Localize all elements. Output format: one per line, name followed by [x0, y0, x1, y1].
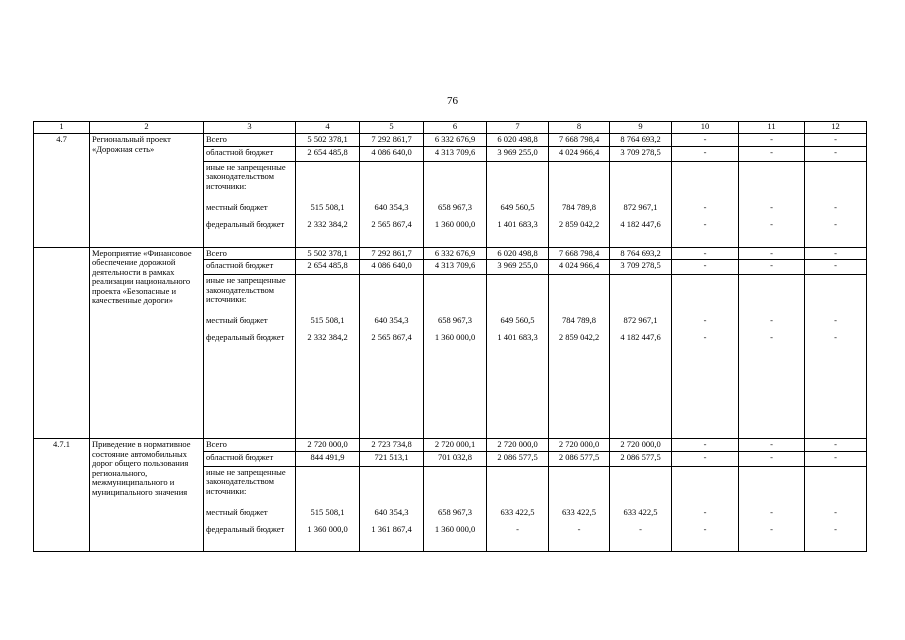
source-label: областной бюджет — [204, 146, 296, 161]
federal-budget-label: федеральный бюджет — [206, 332, 285, 342]
value-cell: - — [739, 451, 805, 466]
header-cell: 5 — [360, 122, 424, 134]
value-cell: - — [805, 439, 867, 452]
spacer — [612, 276, 669, 316]
budget-table — [33, 121, 867, 552]
spacer — [674, 468, 736, 508]
spacer — [807, 163, 864, 203]
value-cell — [360, 275, 424, 439]
federal-budget-value: 4 182 447,6 — [620, 332, 661, 342]
value-cell: - — [805, 260, 867, 275]
local-budget-value: 872 967,1 — [623, 315, 658, 325]
federal-budget-label: федеральный бюджет — [206, 218, 285, 229]
header-cell: 2 — [90, 122, 204, 134]
local-budget-value: - — [770, 315, 773, 325]
spacer — [298, 276, 357, 316]
block-row-total — [34, 134, 867, 147]
value-cell: 3 709 278,5 — [610, 260, 672, 275]
value-cell: 4 313 709,6 — [424, 260, 487, 275]
value-cell — [549, 275, 610, 439]
value-cell: - — [672, 247, 739, 260]
value-cell — [487, 275, 549, 439]
value-cell — [549, 161, 610, 247]
value-cell: 8 764 693,2 — [610, 134, 672, 147]
page-number: 76 — [447, 95, 458, 107]
value-cell: 6 020 498,8 — [487, 134, 549, 147]
header-cell: 9 — [610, 122, 672, 134]
value-cell: 4 086 640,0 — [360, 146, 424, 161]
value-cell — [610, 161, 672, 247]
row-number: 4.7.1 — [34, 439, 90, 552]
spacer — [674, 163, 736, 203]
measure-name: Региональный проект «Дорожная сеть» — [90, 134, 204, 248]
spacer — [551, 468, 607, 508]
federal-budget-value: 2 332 384,2 — [307, 332, 348, 342]
measure-name: Мероприятие «Финансовое обеспечение дорожной деятельности в рамках реализации национального проекта «Безопасные и качественные дороги» — [90, 247, 204, 439]
spacer — [298, 163, 357, 203]
value-cell: - — [805, 146, 867, 161]
spacer — [426, 163, 484, 203]
header-cell: 10 — [672, 122, 739, 134]
federal-budget-value: 1 360 000,0 — [434, 218, 476, 229]
value-cell — [296, 161, 360, 247]
local-budget-value: - — [703, 506, 707, 517]
value-cell: 2 720 000,0 — [296, 439, 360, 452]
value-cell: 7 292 861,7 — [360, 247, 424, 260]
value-cell — [805, 275, 867, 439]
local-budget-value: - — [834, 201, 837, 212]
header-cell: 3 — [204, 122, 296, 134]
measure-name: Приведение в нормативное состояние автомобильных дорог общего пользования регионального, межмуниципального и муниципального значения — [90, 439, 204, 552]
value-cell: 2 720 000,0 — [549, 439, 610, 452]
value-cell — [805, 466, 867, 551]
value-cell — [805, 161, 867, 247]
value-cell: - — [739, 146, 805, 161]
value-cell: - — [805, 451, 867, 466]
value-cell: 6 332 676,9 — [424, 247, 487, 260]
value-cell: - — [672, 439, 739, 452]
spacer — [489, 468, 546, 508]
spacer — [674, 276, 736, 316]
local-budget-value: 784 789,8 — [562, 201, 596, 212]
local-budget-value: 658 967,3 — [438, 315, 472, 325]
federal-budget-value: 2 859 042,2 — [558, 332, 600, 342]
value-cell — [424, 466, 487, 551]
federal-budget-value: 2 565 867,4 — [371, 218, 412, 229]
spacer — [426, 468, 484, 508]
value-cell — [672, 161, 739, 247]
value-cell: 5 502 378,1 — [296, 134, 360, 147]
local-budget-value: - — [770, 201, 773, 212]
value-cell: 4 086 640,0 — [360, 260, 424, 275]
federal-budget-value: - — [639, 523, 642, 534]
header-cell: 1 — [34, 122, 90, 134]
value-cell — [549, 466, 610, 551]
federal-budget-value: - — [834, 332, 837, 342]
value-cell — [487, 466, 549, 551]
local-budget-value: - — [834, 315, 837, 325]
source-label: областной бюджет — [204, 260, 296, 275]
local-budget-value: 633 422,5 — [623, 506, 658, 517]
local-budget-value: 872 967,1 — [623, 201, 658, 212]
value-cell: 2 654 485,8 — [296, 260, 360, 275]
local-budget-value: - — [703, 315, 707, 325]
federal-budget-value: - — [577, 523, 581, 534]
value-cell: 2 654 485,8 — [296, 146, 360, 161]
federal-budget-value: 4 182 447,6 — [620, 218, 661, 229]
value-cell — [739, 161, 805, 247]
local-budget-value: 640 354,3 — [374, 201, 409, 212]
spacer — [741, 468, 802, 508]
federal-budget-value: 1 360 000,0 — [307, 523, 348, 534]
row-number — [34, 247, 90, 439]
value-cell: 721 513,1 — [360, 451, 424, 466]
spacer — [426, 276, 484, 316]
value-cell: 2 720 000,0 — [487, 439, 549, 452]
federal-budget-value: - — [770, 523, 773, 534]
value-cell: - — [739, 260, 805, 275]
value-cell: 3 969 255,0 — [487, 260, 549, 275]
spacer — [807, 468, 864, 508]
federal-budget-value: 1 401 683,3 — [497, 332, 538, 342]
federal-budget-value: - — [770, 332, 773, 342]
value-cell — [739, 275, 805, 439]
local-budget-value: 633 422,5 — [500, 506, 535, 517]
value-cell: 4 313 709,6 — [424, 146, 487, 161]
value-cell: 2 086 577,5 — [610, 451, 672, 466]
value-cell — [424, 161, 487, 247]
source-label: Всего — [204, 134, 296, 147]
spacer — [807, 276, 864, 316]
sources-label-cell — [204, 466, 296, 551]
header-cell: 8 — [549, 122, 610, 134]
local-budget-value: 649 560,5 — [500, 201, 535, 212]
federal-budget-value: - — [703, 218, 707, 229]
spacer — [551, 276, 607, 316]
value-cell: 3 969 255,0 — [487, 146, 549, 161]
spacer — [741, 276, 802, 316]
source-label: Всего — [204, 439, 296, 452]
value-cell — [360, 466, 424, 551]
local-budget-label: местный бюджет — [206, 506, 268, 517]
spacer — [362, 468, 421, 508]
value-cell — [610, 466, 672, 551]
header-cell: 6 — [424, 122, 487, 134]
local-budget-value: - — [834, 506, 837, 517]
local-budget-value: 633 422,5 — [562, 506, 596, 517]
header-cell: 12 — [805, 122, 867, 134]
value-cell — [672, 275, 739, 439]
value-cell: 4 024 966,4 — [549, 146, 610, 161]
value-cell: 844 491,9 — [296, 451, 360, 466]
spacer — [362, 276, 421, 316]
value-cell: 5 502 378,1 — [296, 247, 360, 260]
value-cell: 2 086 577,5 — [487, 451, 549, 466]
local-budget-value: - — [770, 506, 773, 517]
value-cell: - — [672, 146, 739, 161]
other-sources-label: иные не запрещенные законодательством источники: — [206, 275, 286, 304]
spacer — [612, 163, 669, 203]
header-cell: 7 — [487, 122, 549, 134]
spacer — [489, 163, 546, 203]
federal-budget-value: 2 859 042,2 — [558, 218, 600, 229]
spacer — [551, 163, 607, 203]
federal-budget-value: - — [516, 523, 519, 534]
local-budget-value: 784 789,8 — [562, 315, 596, 325]
federal-budget-value: 1 361 867,4 — [371, 523, 412, 534]
federal-budget-value: - — [703, 332, 707, 342]
value-cell: 7 668 798,4 — [549, 134, 610, 147]
value-cell: - — [672, 134, 739, 147]
value-cell — [360, 161, 424, 247]
value-cell — [610, 275, 672, 439]
federal-budget-value: 1 360 000,0 — [434, 332, 476, 342]
value-cell: 8 764 693,2 — [610, 247, 672, 260]
local-budget-value: 515 508,1 — [310, 506, 345, 517]
value-cell: 701 032,8 — [424, 451, 487, 466]
value-cell: - — [739, 134, 805, 147]
spacer — [298, 468, 357, 508]
spacer — [612, 468, 669, 508]
federal-budget-value: - — [703, 523, 707, 534]
federal-budget-value: - — [834, 523, 837, 534]
federal-budget-value: 1 360 000,0 — [434, 523, 476, 534]
value-cell: 2 720 000,0 — [610, 439, 672, 452]
row-number: 4.7 — [34, 134, 90, 248]
value-cell: 6 332 676,9 — [424, 134, 487, 147]
value-cell: - — [805, 134, 867, 147]
federal-budget-value: - — [770, 218, 773, 229]
other-sources-label: иные не запрещенные законодательством источники: — [206, 161, 286, 191]
value-cell — [487, 161, 549, 247]
value-cell: 7 668 798,4 — [549, 247, 610, 260]
spacer — [489, 276, 546, 316]
local-budget-value: 658 967,3 — [438, 506, 472, 517]
source-label: областной бюджет — [204, 451, 296, 466]
value-cell: 4 024 966,4 — [549, 260, 610, 275]
block-row-total — [34, 247, 867, 260]
local-budget-value: 515 508,1 — [310, 315, 345, 325]
federal-budget-value: 2 565 867,4 — [371, 332, 412, 342]
value-cell: - — [672, 260, 739, 275]
value-cell — [296, 275, 360, 439]
value-cell: - — [739, 439, 805, 452]
federal-budget-value: 2 332 384,2 — [307, 218, 348, 229]
value-cell — [296, 466, 360, 551]
value-cell — [739, 466, 805, 551]
local-budget-value: 640 354,3 — [374, 315, 409, 325]
header-row — [34, 122, 867, 134]
local-budget-value: 640 354,3 — [374, 506, 409, 517]
sources-label-cell — [204, 161, 296, 247]
sources-label-cell — [204, 275, 296, 439]
local-budget-value: 649 560,5 — [500, 315, 535, 325]
federal-budget-value: - — [834, 218, 837, 229]
spacer — [362, 163, 421, 203]
value-cell: 3 709 278,5 — [610, 146, 672, 161]
federal-budget-value: 1 401 683,3 — [497, 218, 538, 229]
other-sources-label: иные не запрещенные законодательством источники: — [206, 466, 286, 496]
header-cell: 4 — [296, 122, 360, 134]
value-cell: 2 086 577,5 — [549, 451, 610, 466]
value-cell: - — [672, 451, 739, 466]
header-cell: 11 — [739, 122, 805, 134]
value-cell — [672, 466, 739, 551]
local-budget-label: местный бюджет — [206, 315, 268, 325]
block-row-total — [34, 439, 867, 452]
value-cell: - — [805, 247, 867, 260]
value-cell: 2 720 000,1 — [424, 439, 487, 452]
local-budget-value: 515 508,1 — [310, 201, 345, 212]
federal-budget-label: федеральный бюджет — [206, 523, 285, 534]
local-budget-value: 658 967,3 — [438, 201, 472, 212]
value-cell: 6 020 498,8 — [487, 247, 549, 260]
value-cell: 7 292 861,7 — [360, 134, 424, 147]
local-budget-value: - — [703, 201, 707, 212]
value-cell — [424, 275, 487, 439]
spacer — [741, 163, 802, 203]
value-cell: 2 723 734,8 — [360, 439, 424, 452]
source-label: Всего — [204, 247, 296, 260]
local-budget-label: местный бюджет — [206, 201, 268, 212]
value-cell: - — [739, 247, 805, 260]
